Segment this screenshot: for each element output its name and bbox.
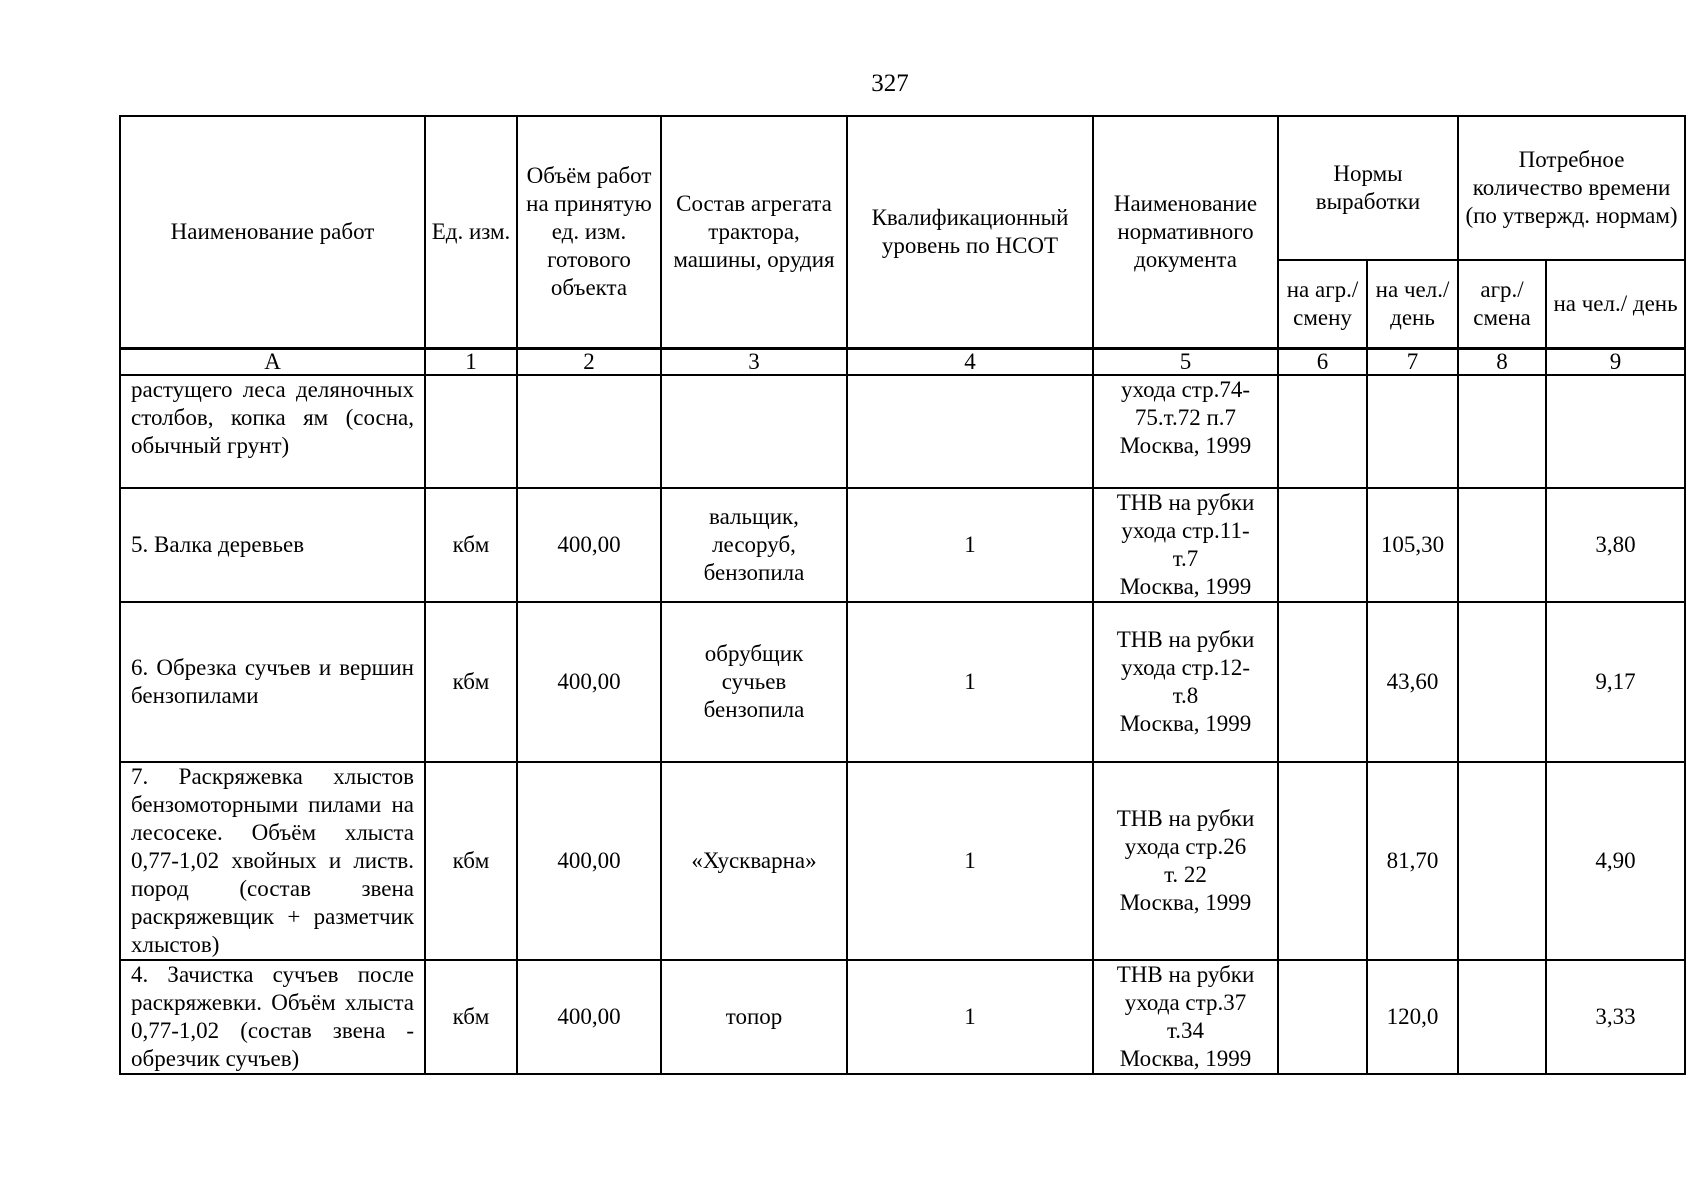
composition-line: бензопила	[703, 560, 805, 585]
qualification-cell: 1	[847, 960, 1093, 1074]
volume-cell: 400,00	[517, 488, 661, 602]
norm-man-cell: 120,0	[1367, 960, 1458, 1074]
composition-line: обрубщик	[704, 641, 804, 666]
header-time-unit-shift: агр./ смена	[1458, 260, 1546, 348]
header-norm-per-person-day: на чел./ день	[1367, 260, 1458, 348]
norm-agr-cell	[1278, 960, 1367, 1074]
composition-line: топор	[725, 1004, 783, 1029]
time-man-cell: 4,90	[1546, 762, 1685, 960]
document-line: ухода стр.74-	[1120, 377, 1251, 402]
time-agr-cell	[1458, 602, 1546, 762]
composition-line: бензопила	[703, 697, 805, 722]
volume-cell: 400,00	[517, 762, 661, 960]
time-agr-cell	[1458, 762, 1546, 960]
time-man-cell	[1546, 375, 1685, 488]
norm-man-cell: 43,60	[1367, 602, 1458, 762]
work-norms-table	[119, 115, 1686, 1075]
table-row	[120, 960, 1685, 1074]
unit-cell: кбм	[425, 960, 517, 1074]
column-number: 8	[1458, 348, 1546, 375]
column-number: А	[120, 348, 425, 375]
document-line: т.7	[1172, 546, 1199, 571]
column-number: 7	[1367, 348, 1458, 375]
norm-man-cell: 81,70	[1367, 762, 1458, 960]
header-time-person-day: на чел./ день	[1546, 260, 1685, 348]
qualification-cell	[847, 375, 1093, 488]
volume-cell: 400,00	[517, 602, 661, 762]
column-number: 2	[517, 348, 661, 375]
header-document: Наименование нормативного документа	[1093, 116, 1278, 348]
time-agr-cell	[1458, 375, 1546, 488]
header-composition: Состав агрегата трактора, машины, орудия	[661, 116, 847, 348]
column-number: 5	[1093, 348, 1278, 375]
composition-line: «Хускварна»	[691, 848, 817, 873]
document-line: т.8	[1172, 683, 1199, 708]
column-number: 6	[1278, 348, 1367, 375]
document-line: ухода стр.11-	[1121, 518, 1250, 543]
header-unit: Ед. изм.	[425, 116, 517, 348]
composition-cell	[661, 762, 847, 960]
column-number-row	[120, 348, 1685, 375]
time-man-cell: 9,17	[1546, 602, 1685, 762]
time-agr-cell	[1458, 488, 1546, 602]
composition-line: лесоруб,	[712, 532, 796, 557]
volume-cell: 400,00	[517, 960, 661, 1074]
document-line: ТНВ на рубки	[1116, 806, 1255, 831]
composition-cell	[661, 488, 847, 602]
document-cell	[1093, 488, 1278, 602]
header-row-top	[120, 116, 1685, 260]
document-line: Москва, 1999	[1119, 711, 1252, 736]
document-line: ТНВ на рубки	[1116, 962, 1255, 987]
composition-cell	[661, 960, 847, 1074]
norm-agr-cell	[1278, 762, 1367, 960]
unit-cell	[425, 375, 517, 488]
composition-line: вальщик,	[709, 504, 799, 529]
time-man-cell: 3,80	[1546, 488, 1685, 602]
document-line: ТНВ на рубки	[1116, 490, 1255, 515]
column-number: 9	[1546, 348, 1685, 375]
work-name-cell: 7. Раскряжевка хлыстов бензомоторными пилами на лесосеке. Объём хлыста 0,77-1,02 хвойных и листв. пород (состав звена раскряжевщик + разметчик хлыстов)	[120, 762, 425, 960]
column-number: 4	[847, 348, 1093, 375]
composition-line: сучьев	[721, 669, 787, 694]
header-time-group: Потребное количество времени (по утвержд. нормам)	[1458, 116, 1685, 260]
norm-man-cell: 105,30	[1367, 488, 1458, 602]
document-line: ухода стр.26	[1124, 834, 1247, 859]
document-line: 75.т.72 п.7	[1134, 405, 1237, 430]
document-cell	[1093, 960, 1278, 1074]
header-norms-group: Нормы выработки	[1278, 116, 1458, 260]
time-agr-cell	[1458, 960, 1546, 1074]
work-name-cell: 5. Валка деревьев	[120, 488, 425, 602]
header-work-name: Наименование работ	[120, 116, 425, 348]
qualification-cell: 1	[847, 488, 1093, 602]
page-number: 327	[871, 70, 909, 97]
time-man-cell: 3,33	[1546, 960, 1685, 1074]
header-qualification: Квалификационный уровень по НСОТ	[847, 116, 1093, 348]
header-norm-per-unit-shift: на агр./ смену	[1278, 260, 1367, 348]
volume-cell	[517, 375, 661, 488]
composition-cell	[661, 602, 847, 762]
work-name-cell: 4. Зачистка сучъев после раскряжевки. Объём хлыста 0,77-1,02 (состав звена - обрезчик сучъев)	[120, 960, 425, 1074]
unit-cell: кбм	[425, 762, 517, 960]
norm-man-cell	[1367, 375, 1458, 488]
column-number: 3	[661, 348, 847, 375]
table-row	[120, 602, 1685, 762]
document-line: Москва, 1999	[1119, 890, 1252, 915]
document-line: т. 22	[1164, 862, 1207, 887]
qualification-cell: 1	[847, 602, 1093, 762]
document-line: Москва, 1999	[1119, 574, 1252, 599]
document-cell	[1093, 762, 1278, 960]
work-name-cell: растущего леса деляночных столбов, копка ям (сосна, обычный грунт)	[120, 375, 425, 488]
norm-agr-cell	[1278, 375, 1367, 488]
norm-agr-cell	[1278, 602, 1367, 762]
unit-cell: кбм	[425, 602, 517, 762]
document-line: Москва, 1999	[1119, 1046, 1252, 1071]
work-name-cell: 6. Обрезка сучъев и вершин бензопилами	[120, 602, 425, 762]
table-row	[120, 375, 1685, 488]
table-row	[120, 762, 1685, 960]
document-line: Москва, 1999	[1119, 433, 1252, 458]
document-line: ухода стр.37	[1124, 990, 1247, 1015]
table-row	[120, 488, 1685, 602]
header-volume: Объём работ на принятую ед. изм. готового объекта	[517, 116, 661, 348]
composition-cell	[661, 375, 847, 488]
column-number: 1	[425, 348, 517, 375]
document-line: ТНВ на рубки	[1116, 627, 1255, 652]
document-cell	[1093, 375, 1278, 488]
document-line: ухода стр.12-	[1120, 655, 1251, 680]
document-cell	[1093, 602, 1278, 762]
qualification-cell: 1	[847, 762, 1093, 960]
unit-cell: кбм	[425, 488, 517, 602]
norm-agr-cell	[1278, 488, 1367, 602]
document-line: т.34	[1166, 1018, 1205, 1043]
